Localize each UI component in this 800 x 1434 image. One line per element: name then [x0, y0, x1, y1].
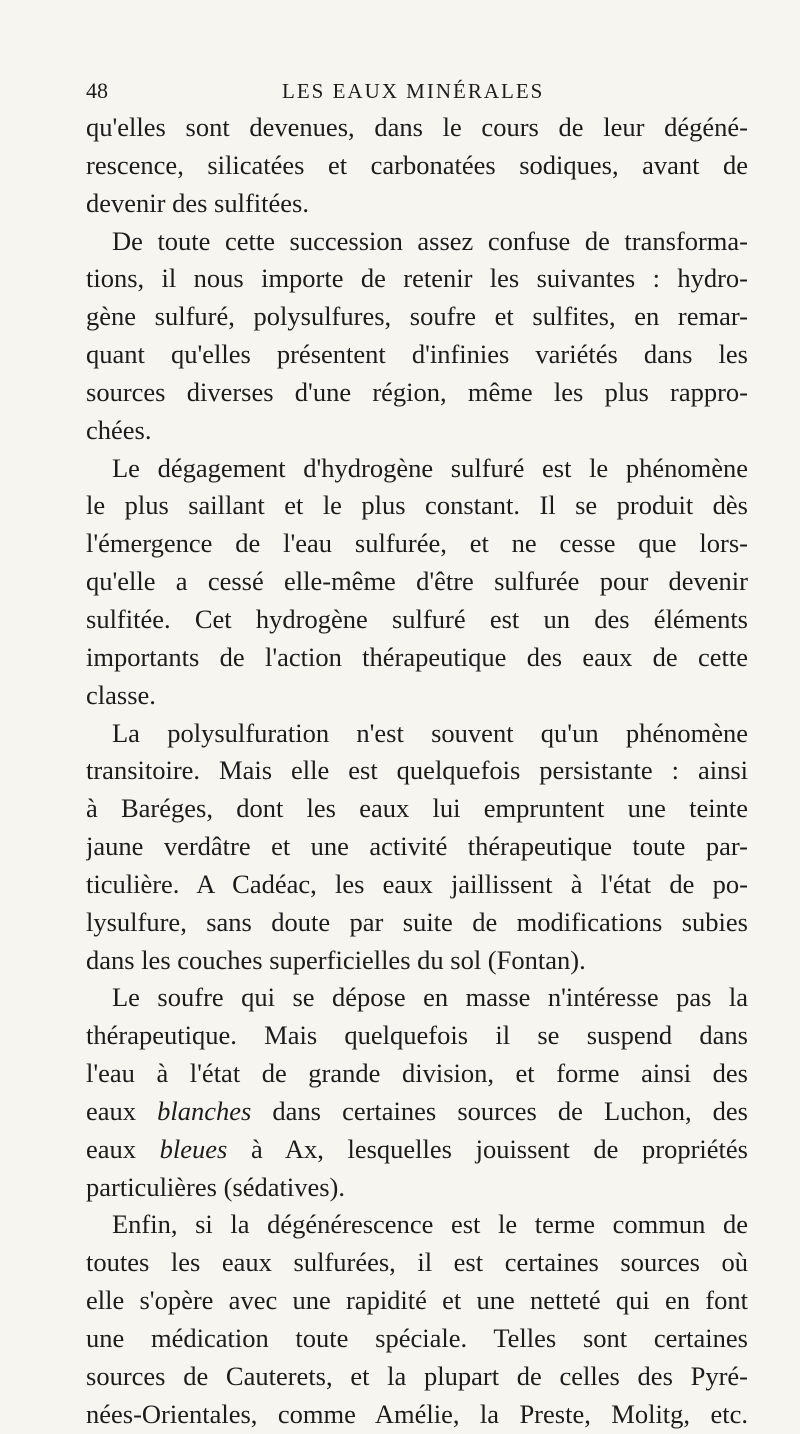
text-line: sources de Cauterets, et la plupart de celles des Pyré-: [86, 1360, 748, 1391]
text-line: quant qu'elles présentent d'infinies variétés dans les: [86, 339, 748, 370]
text-line: tions, il nous importe de retenir les suivantes : hydro-: [86, 263, 748, 294]
text-line: sources diverses d'une région, même les plus rappro-: [86, 376, 748, 407]
text-line: De toute cette succession assez confuse de transforma-: [112, 225, 748, 256]
body-text: [86, 109, 748, 1434]
text-line: transitoire. Mais elle est quelquefois persistante : ainsi: [86, 755, 748, 786]
text-line: eaux bleues à Ax, lesquelles jouissent de propriétés: [86, 1133, 748, 1164]
text-line: l'eau à l'état de grande division, et forme ainsi des: [86, 1058, 748, 1089]
italic-term: bleues: [159, 1133, 228, 1164]
text-line: particulières (sédatives).: [86, 1171, 345, 1202]
text-line: elle s'opère avec une rapidité et une netteté qui en font: [86, 1285, 748, 1316]
text-line: La polysulfuration n'est souvent qu'un phénomène: [112, 717, 748, 748]
text-line: importants de l'action thérapeutique des eaux de cette: [86, 641, 748, 672]
text-line: nées-Orientales, comme Amélie, la Preste, Molitg, etc.: [86, 1398, 748, 1429]
text-line: lysulfure, sans doute par suite de modifications subies: [86, 906, 748, 937]
text-line: une médication toute spéciale. Telles sont certaines: [86, 1323, 748, 1353]
text-line: thérapeutique. Mais quelquefois il se suspend dans: [86, 1020, 748, 1051]
page-number: 48: [86, 78, 108, 103]
text-line: jaune verdâtre et une activité thérapeutique toute par-: [86, 831, 748, 862]
page-header: [86, 74, 744, 108]
text-line: le plus saillant et le plus constant. Il se produit dès: [86, 490, 748, 521]
text-line: sulfitée. Cet hydrogène sulfuré est un des éléments: [86, 603, 748, 634]
text-line: qu'elle a cessé elle-même d'être sulfurée pour devenir: [86, 566, 748, 597]
italic-term: blanches: [157, 1095, 252, 1126]
text-line: qu'elles sont devenues, dans le cours de leur dégéné-: [86, 112, 748, 142]
text-line: dans les couches superficielles du sol (Fontan).: [86, 944, 586, 975]
text-line: Le soufre qui se dépose en masse n'intéresse pas la: [112, 982, 748, 1013]
text-line: Enfin, si la dégénérescence est le terme commun de: [112, 1209, 748, 1240]
text-line: devenir des sulfitées.: [86, 187, 309, 218]
running-title: LES EAUX MINÉRALES: [282, 79, 545, 103]
text-line: eaux blanches dans certaines sources de Luchon, des: [86, 1095, 748, 1126]
text-line: toutes les eaux sulfurées, il est certaines sources où: [86, 1247, 748, 1278]
text-line: chées.: [86, 414, 152, 445]
text-line: rescence, silicatées et carbonatées sodiques, avant de: [86, 149, 748, 180]
text-line: classe.: [86, 679, 156, 710]
text-line: l'émergence de l'eau sulfurée, et ne cesse que lors-: [86, 528, 748, 559]
text-line: à Baréges, dont les eaux lui empruntent une teinte: [86, 793, 748, 824]
text-line: Le dégagement d'hydrogène sulfuré est le phénomène: [112, 452, 748, 483]
text-line: gène sulfuré, polysulfures, soufre et sulfites, en remar-: [86, 301, 748, 332]
text-line: ticulière. A Cadéac, les eaux jaillissent à l'état de po-: [86, 868, 748, 899]
